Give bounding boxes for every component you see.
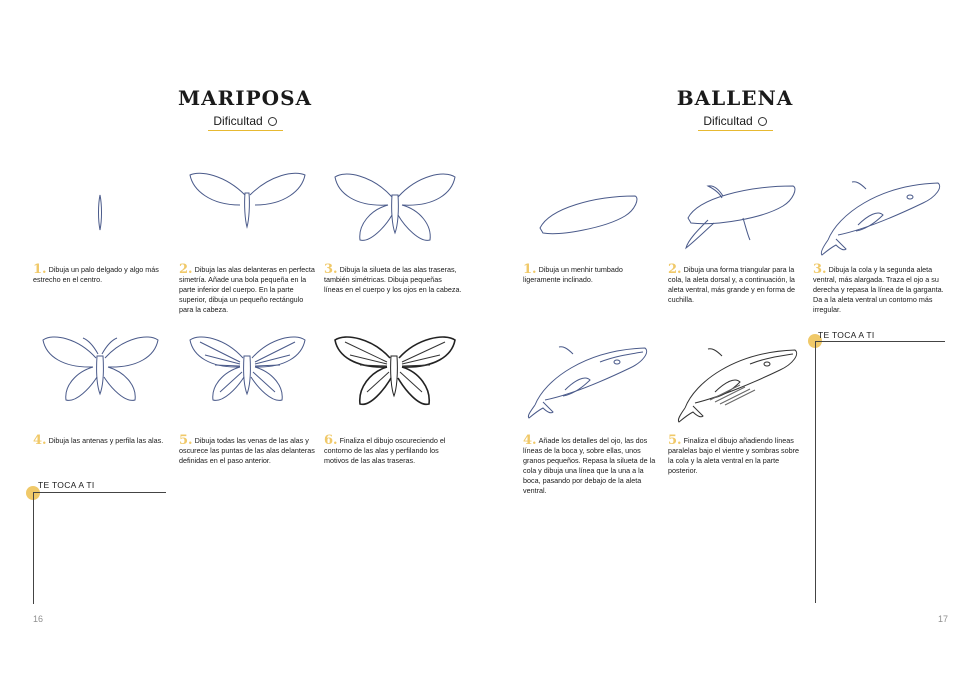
step-number: 4. (523, 433, 537, 448)
step-1 (33, 262, 171, 285)
difficulty-label (190, 114, 300, 128)
butterfly-step2-illustration (185, 165, 310, 235)
whale-step1-illustration (535, 188, 645, 243)
step-number: 3. (324, 262, 338, 277)
step-3 (324, 262, 462, 295)
butterfly-step5-illustration (185, 330, 310, 415)
practice-area-line (815, 341, 816, 603)
difficulty-label (680, 114, 790, 128)
step-number: 2. (179, 262, 193, 277)
divider-line (33, 492, 166, 493)
step-5 (179, 433, 317, 466)
step-text: Finaliza el dibujo oscureciendo el contorno de las alas y perfilando los motivos de las alas traseras. (324, 436, 446, 465)
step-number: 2. (668, 262, 682, 277)
page-number: 17 (938, 614, 949, 624)
step-2 (668, 262, 806, 305)
butterfly-step4-illustration (38, 330, 163, 415)
step-6 (324, 433, 462, 466)
step-4 (33, 433, 171, 448)
butterfly-step1-illustration (85, 190, 115, 235)
step-text: Añade los detalles del ojo, las dos líneas de la boca y, sobre ellas, unos granos pequeños. Repasa la silueta de la cola y dibuja una línea que la una a la boca, pasando por debajo de la aleta ventral. (523, 436, 656, 495)
step-text: Dibuja la cola y la segunda aleta ventral, más alargada. Traza el ojo a su derecha y repasa la línea de la garganta. Da a la aleta ventral un contorno más irregular. (813, 265, 944, 314)
step-text: Dibuja la silueta de las alas traseras, también simétricas. Dibuja pequeñas líneas en el cuerpo y los ojos en la cabeza. (324, 265, 462, 294)
practice-area-line (33, 492, 34, 604)
step-1 (523, 262, 661, 285)
te-toca-a-ti-label: TE TOCA A TI (818, 330, 875, 340)
page-number: 16 (33, 614, 44, 624)
whale-step4-illustration (525, 340, 655, 420)
step-number: 4. (33, 433, 47, 448)
step-number: 1. (523, 262, 537, 277)
step-4 (523, 433, 661, 496)
difficulty-text: Dificultad (703, 114, 753, 128)
step-text: Dibuja todas las venas de las alas y oscurece las puntas de las alas delanteras definidas en el paso anterior. (179, 436, 315, 465)
difficulty-underline (208, 130, 283, 131)
whale-step2-illustration (678, 178, 803, 253)
step-text: Finaliza el dibujo añadiendo líneas paralelas bajo el vientre y sombras sobre la cola y la aleta ventral en la parte posterior. (668, 436, 800, 475)
whale-step5-illustration (670, 340, 805, 425)
difficulty-circle-icon (758, 117, 767, 126)
step-text: Dibuja las alas delanteras en perfecta simetría. Añade una bola pequeña en la parte inferior del cuerpo. En la parte superior, dibuja un pequeño rectángulo para la cabeza. (179, 265, 315, 314)
difficulty-circle-icon (268, 117, 277, 126)
step-2 (179, 262, 317, 315)
step-text: Dibuja un palo delgado y algo más estrecho en el centro. (33, 265, 159, 284)
butterfly-step3-illustration (330, 165, 460, 255)
step-number: 5. (179, 433, 193, 448)
page-title: BALLENA (676, 86, 794, 110)
step-number: 1. (33, 262, 47, 277)
step-number: 3. (813, 262, 827, 277)
step-5 (668, 433, 806, 476)
page-title: MARIPOSA (177, 86, 313, 110)
divider-line (815, 341, 945, 342)
whale-step3-illustration (818, 175, 948, 260)
difficulty-underline (698, 130, 773, 131)
te-toca-a-ti-label: TE TOCA A TI (38, 480, 95, 490)
right-page (490, 0, 980, 700)
step-number: 6. (324, 433, 338, 448)
step-text: Dibuja una forma triangular para la cola, la aleta dorsal y, a continuación, la aleta ventral, más grande y en forma de cuchilla. (668, 265, 796, 304)
step-3 (813, 262, 951, 315)
difficulty-text: Dificultad (213, 114, 263, 128)
butterfly-step6-illustration (330, 330, 460, 420)
step-text: Dibuja un menhir tumbado ligeramente inclinado. (523, 265, 623, 284)
step-text: Dibuja las antenas y perfila las alas. (48, 436, 164, 445)
step-number: 5. (668, 433, 682, 448)
